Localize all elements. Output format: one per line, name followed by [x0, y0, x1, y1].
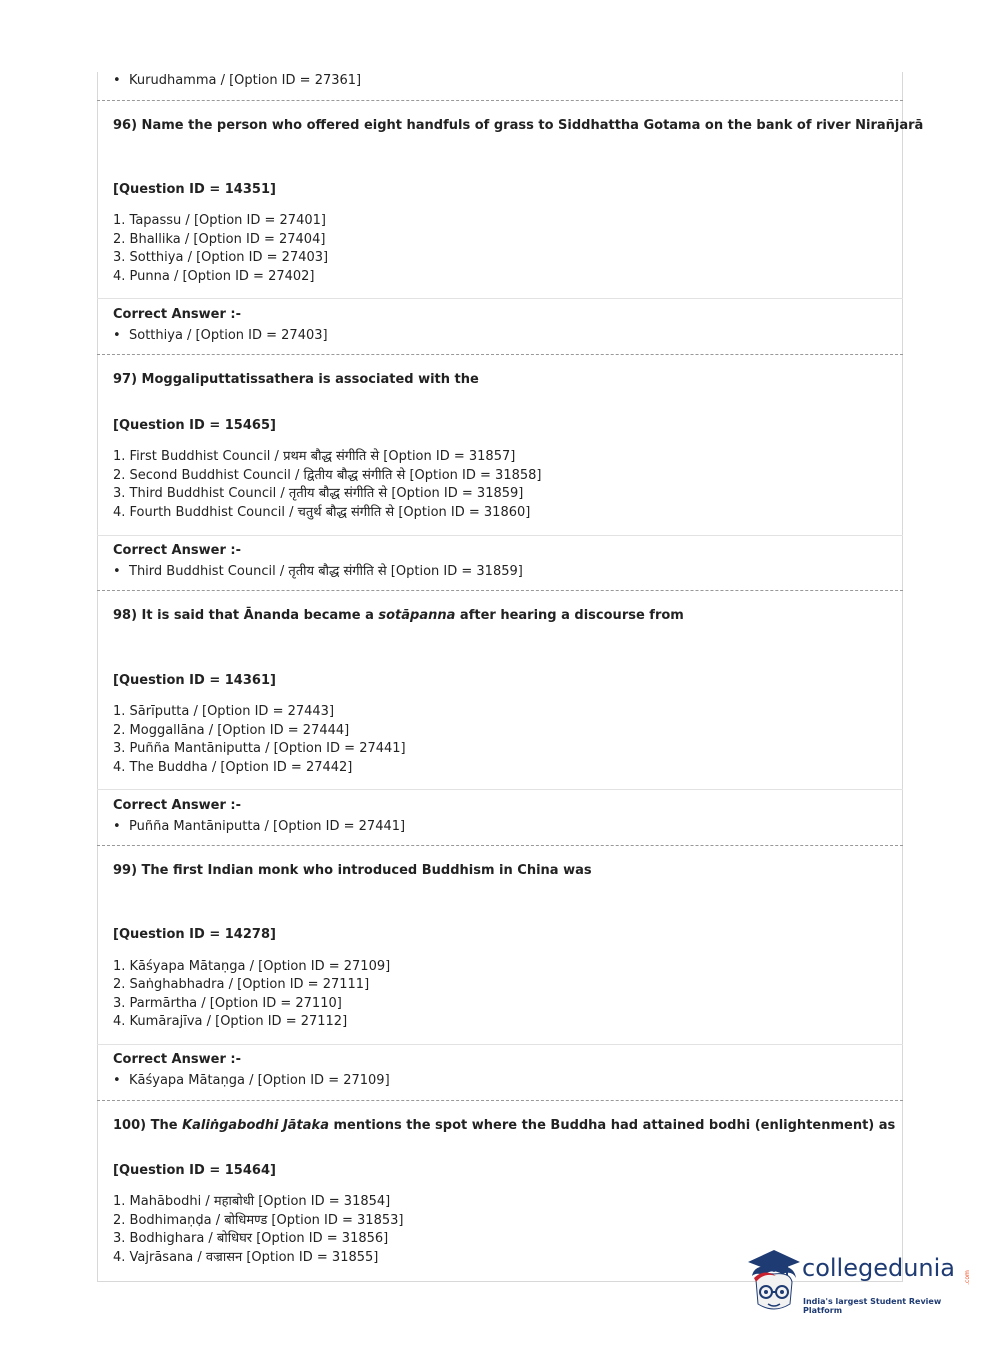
- question-100-emphasis: Kaliṅgabodhi Jātaka: [182, 1118, 329, 1133]
- question-98-id: [Question ID = 14361]: [113, 673, 276, 688]
- question-96-option-2: 2. Bhallika / [Option ID = 27404]: [113, 232, 326, 247]
- question-98-option-3: 3. Puñña Mantāniputta / [Option ID = 27441]: [113, 741, 406, 756]
- question-98-option-1: 1. Sārīputta / [Option ID = 27443]: [113, 704, 335, 719]
- question-99-option-3: 3. Parmārtha / [Option ID = 27110]: [113, 996, 342, 1011]
- mascot-icon: [742, 1248, 804, 1316]
- question-99-correct-label: Correct Answer :-: [113, 1052, 241, 1067]
- question-99-option-2: 2. Saṅghabhadra / [Option ID = 27111]: [113, 977, 370, 992]
- question-97-heading: 97) Moggaliputtatissathera is associated with the: [113, 372, 479, 387]
- divider: [97, 590, 903, 591]
- question-99-correct-answer: • Kāśyapa Mātaṇga / [Option ID = 27109]: [129, 1072, 390, 1090]
- question-98-correct-label: Correct Answer :-: [113, 798, 241, 813]
- question-96-option-3: 3. Sotthiya / [Option ID = 27403]: [113, 250, 329, 265]
- collegedunia-logo: [742, 1248, 972, 1316]
- logo-wordmark: collegedunia: [802, 1254, 956, 1282]
- question-100-id: [Question ID = 15464]: [113, 1163, 276, 1178]
- question-100-option-4: 4. Vajrāsana / वज्रासन [Option ID = 31855]: [113, 1250, 379, 1265]
- question-97-correct-answer: • Third Buddhist Council / तृतीय बौद्ध संगीति से [Option ID = 31859]: [129, 563, 523, 581]
- question-98-option-4: 4. The Buddha / [Option ID = 27442]: [113, 760, 353, 775]
- question-97-option-2: 2. Second Buddhist Council / द्वितीय बौद्ध संगीति से [Option ID = 31858]: [113, 468, 542, 483]
- question-96-correct-answer: • Sotthiya / [Option ID = 27403]: [129, 327, 328, 345]
- question-97-id: [Question ID = 15465]: [113, 418, 276, 433]
- question-100-option-2: 2. Bodhimaṇḍa / बोधिमण्ड [Option ID = 31853]: [113, 1213, 404, 1228]
- question-98-correct-answer: • Puñña Mantāniputta / [Option ID = 27441]: [129, 818, 405, 836]
- logo-tagline: India's largest Student Review Platform: [803, 1297, 942, 1315]
- question-98-option-2: 2. Moggallāna / [Option ID = 27444]: [113, 723, 350, 738]
- separator: [97, 789, 903, 790]
- question-100-heading: 100) The Kaliṅgabodhi Jātaka mentions the spot where the Buddha had attained bodhi (enlightenment) as: [113, 1118, 896, 1133]
- question-99-option-4: 4. Kumārajīva / [Option ID = 27112]: [113, 1014, 348, 1029]
- question-96-correct-label: Correct Answer :-: [113, 307, 241, 322]
- question-100-option-1: 1. Mahābodhi / महाबोधी [Option ID = 31854]: [113, 1194, 391, 1209]
- question-97-option-3: 3. Third Buddhist Council / तृतीय बौद्ध संगीति से [Option ID = 31859]: [113, 486, 524, 501]
- separator: [97, 298, 903, 299]
- divider: [97, 354, 903, 355]
- question-99-option-1: 1. Kāśyapa Mātaṇga / [Option ID = 27109]: [113, 959, 391, 974]
- separator: [97, 535, 903, 536]
- previous-correct-answer: • Kurudhamma / [Option ID = 27361]: [129, 72, 361, 90]
- logo-dotcom: .com: [963, 1270, 971, 1285]
- question-98-emphasis: sotāpanna: [378, 608, 456, 623]
- question-96-id: [Question ID = 14351]: [113, 182, 276, 197]
- question-97-option-4: 4. Fourth Buddhist Council / चतुर्थ बौद्ध संगीति से [Option ID = 31860]: [113, 505, 531, 520]
- question-99-heading: 99) The first Indian monk who introduced Buddhism in China was: [113, 863, 592, 878]
- divider: [97, 845, 903, 846]
- question-100-option-3: 3. Bodhighara / बोधिघर [Option ID = 31856]: [113, 1231, 389, 1246]
- question-97-option-1: 1. First Buddhist Council / प्रथम बौद्ध संगीति से [Option ID = 31857]: [113, 449, 516, 464]
- question-96-option-4: 4. Punna / [Option ID = 27402]: [113, 269, 315, 284]
- question-96-heading: 96) Name the person who offered eight handfuls of grass to Siddhattha Gotama on the bank of river Nirañjarā: [113, 118, 924, 133]
- question-96-option-1: 1. Tapassu / [Option ID = 27401]: [113, 213, 326, 228]
- divider: [97, 100, 903, 101]
- question-98-heading: 98) It is said that Ānanda became a sotāpanna after hearing a discourse from: [113, 608, 684, 623]
- question-99-id: [Question ID = 14278]: [113, 927, 276, 942]
- divider: [97, 1100, 903, 1101]
- question-97-correct-label: Correct Answer :-: [113, 543, 241, 558]
- separator: [97, 1044, 903, 1045]
